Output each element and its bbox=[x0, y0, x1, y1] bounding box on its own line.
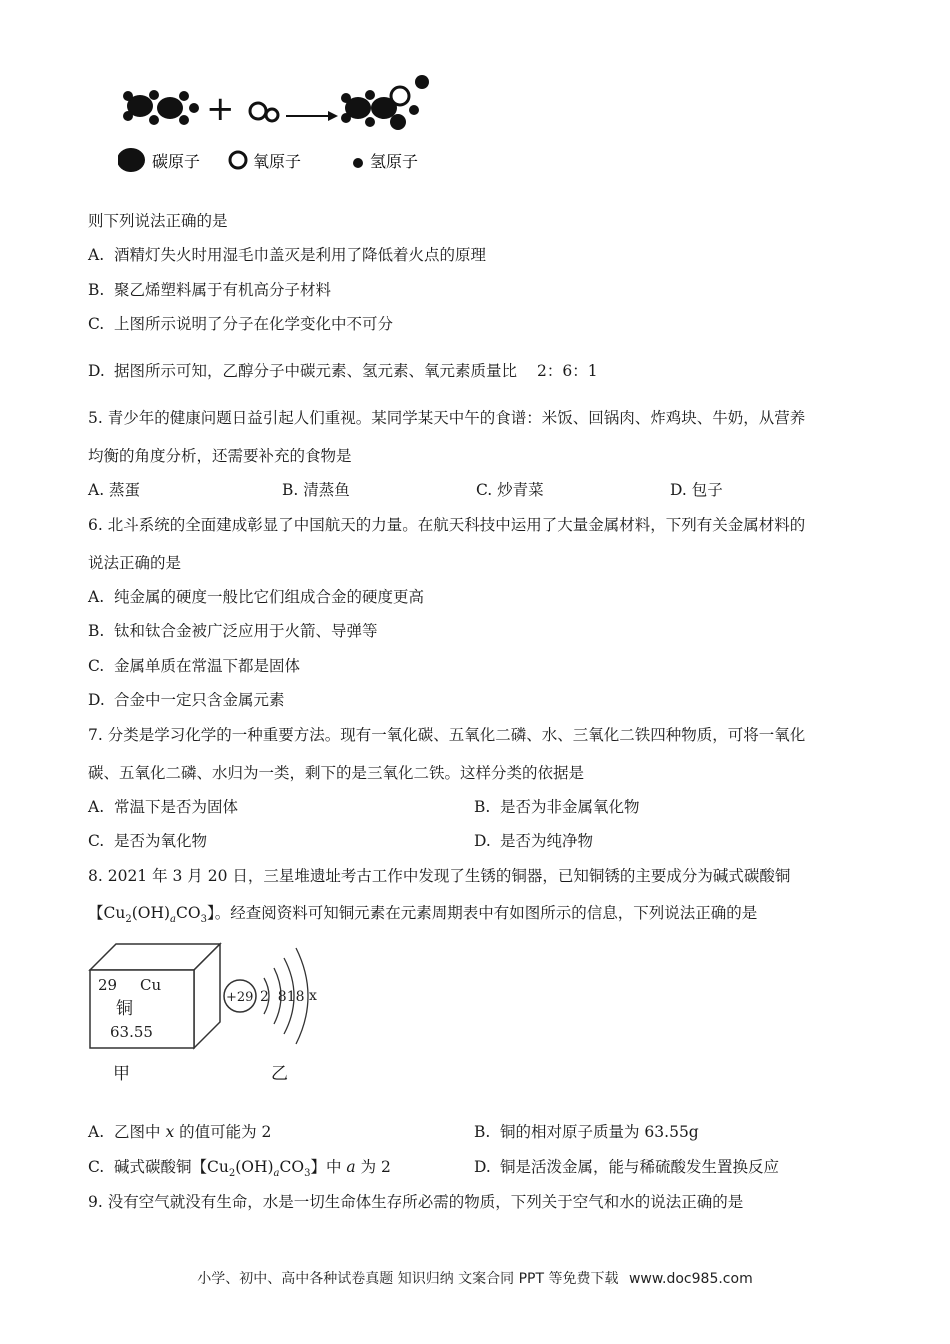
q9-line1: 9. 没有空气就没有生命，水是一切生命体生存所必需的物质，下列关于空气和水的说法正确的是 bbox=[88, 1193, 744, 1211]
q4-stem: 则下列说法正确的是 bbox=[88, 212, 228, 230]
q7-line1: 7. 分类是学习化学的一种重要方法。现有一氧化碳、五氧化二磷、水、三氧化二铁四种物质，可将一氧化 bbox=[88, 726, 806, 744]
footer-text: 小学、初中、高中各种试卷真题 知识归纳 文案合同 PPT 等免费下载 bbox=[197, 1271, 619, 1287]
q4-option-b: B. 聚乙烯塑料属于有机高分子材料 bbox=[88, 281, 332, 299]
acetic-acid-molecule bbox=[341, 75, 429, 130]
reaction-arrow bbox=[286, 111, 338, 121]
footer-url[interactable]: www.doc985.com bbox=[628, 1271, 753, 1287]
q8-option-b: B. 铜的相对原子质量为 63.55g bbox=[474, 1123, 699, 1141]
element-name: 铜 bbox=[116, 999, 133, 1019]
q6-option-c: C. 金属单质在常温下都是固体 bbox=[88, 657, 301, 675]
q7-option-a: A. 常温下是否为固体 bbox=[88, 798, 239, 816]
q5-line2: 均衡的角度分析，还需要补充的食物是 bbox=[88, 447, 352, 465]
q4-option-d: D. 据图所示可知，乙醇分子中碳元素、氢元素、氧元素质量比 2：6：1 bbox=[88, 362, 598, 380]
q5-option-b: B. 清蒸鱼 bbox=[282, 481, 350, 499]
q6-line2: 说法正确的是 bbox=[88, 554, 182, 572]
q6-line1: 6. 北斗系统的全面建成彰显了中国航天的力量。在航天科技中运用了大量金属材料，下列有关金属材料的 bbox=[88, 516, 806, 534]
element-mass: 63.55 bbox=[110, 1023, 153, 1041]
q7-option-b: B. 是否为非金属氧化物 bbox=[474, 798, 640, 816]
q8-line2: 【$Cu_2(OH)_aCO_3$】。经查阅资料可知铜元素在元素周期表中有如图所示的信息，下列说法正确的是 bbox=[88, 904, 758, 926]
q8-line1: 8. 2021 年 3 月 20 日，三星堆遗址考古工作中发现了生锈的铜器，已知铜锈的主要成分为碱式碳酸铜 bbox=[88, 867, 791, 885]
q6-option-d: D. 合金中一定只含金属元素 bbox=[88, 691, 285, 709]
q8-option-d: D. 铜是活泼金属，能与稀硫酸发生置换反应 bbox=[474, 1158, 780, 1176]
q6-option-b: B. 钛和钛合金被广泛应用于火箭、导弹等 bbox=[88, 622, 378, 640]
q8-option-c: C. 碱式碳酸铜【$Cu_2(OH)_aCO_3$】中 a 为 2 bbox=[88, 1158, 391, 1180]
oxygen-legend-label: 氧原子 bbox=[253, 152, 302, 171]
element-cell-figure bbox=[86, 940, 226, 1052]
q7-option-d: D. 是否为纯净物 bbox=[474, 832, 594, 850]
carbon-legend-label: 碳原子 bbox=[152, 152, 201, 171]
q6-option-a: A. 纯金属的硬度一般比它们组成合金的硬度更高 bbox=[88, 588, 425, 606]
electron-shells: 2 818 bbox=[260, 989, 305, 1005]
q5-option-d: D. 包子 bbox=[670, 481, 723, 499]
q5-option-c: C. 炒青菜 bbox=[476, 481, 544, 499]
plus-sign: + bbox=[206, 89, 235, 129]
q4-option-a: A. 酒精灯失火时用湿毛巾盖灭是利用了降低着火点的原理 bbox=[88, 246, 487, 264]
q7-option-c: C. 是否为氧化物 bbox=[88, 832, 208, 850]
reaction-diagram bbox=[118, 70, 448, 182]
q5-option-a: A. 蒸蛋 bbox=[88, 481, 141, 499]
hydrogen-legend-label: 氢原子 bbox=[370, 152, 419, 171]
element-number: 29 bbox=[98, 976, 118, 994]
ethanol-molecule bbox=[123, 90, 199, 125]
q4-option-c: C. 上图所示说明了分子在化学变化中不可分 bbox=[88, 315, 394, 333]
figure-label-jia: 甲 bbox=[113, 1064, 130, 1084]
nucleus-charge: +29 bbox=[226, 990, 254, 1005]
carbon-legend-icon bbox=[118, 148, 145, 172]
q5-line1: 5. 青少年的健康问题日益引起人们重视。某同学某天中午的食谱：米饭、回锅肉、炸鸡块、牛奶，从营养 bbox=[88, 409, 806, 427]
outer-shell-x: x bbox=[309, 988, 317, 1004]
element-symbol: Cu bbox=[140, 976, 162, 994]
q8-option-a: A. 乙图中 x 的值可能为 2 bbox=[88, 1123, 272, 1141]
page-footer bbox=[0, 1268, 950, 1288]
oxygen-molecule bbox=[250, 103, 278, 121]
hydrogen-legend-icon bbox=[353, 158, 363, 168]
q7-line2: 碳、五氧化二磷、水归为一类，剩下的是三氧化二铁。这样分类的依据是 bbox=[88, 764, 585, 782]
figure-label-yi: 乙 bbox=[271, 1064, 288, 1084]
atomic-structure-figure bbox=[220, 940, 340, 1052]
oxygen-legend-icon bbox=[230, 152, 246, 168]
